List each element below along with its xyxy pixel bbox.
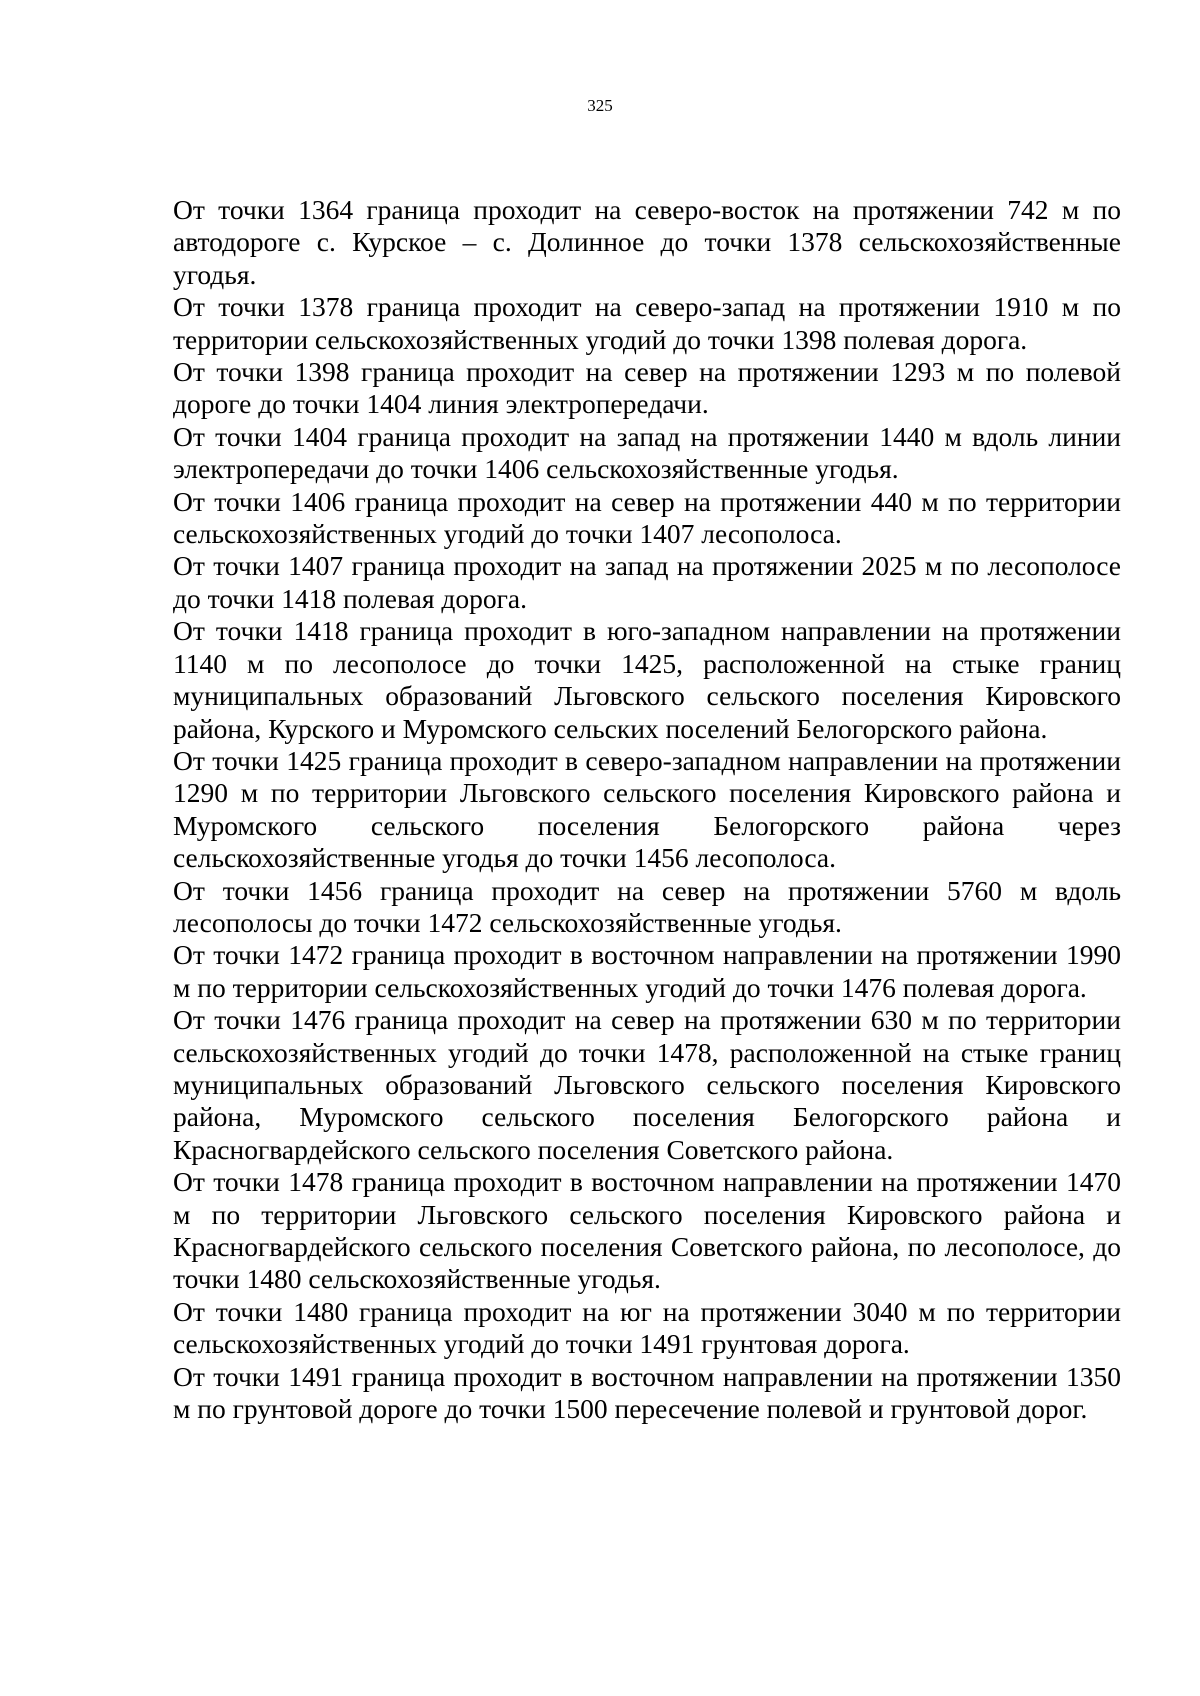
paragraph: От точки 1407 граница проходит на запад на протяжении 2025 м по лесополосе до точки 1418 полевая дорога. xyxy=(173,550,1121,614)
paragraph: От точки 1425 граница проходит в северо-западном направлении на протяжении 1290 м по территории Льговского сельского поселения Кировского района и Муромского сельского поселения Белогорского района через сельскохозяйственные угодья до точки 1456 лесополоса. xyxy=(173,744,1121,874)
paragraph: От точки 1472 граница проходит в восточном направлении на протяжении 1990 м по территории сельскохозяйственных угодий до точки 1476 полевая дорога. xyxy=(173,939,1121,1003)
paragraph: От точки 1398 граница проходит на север на протяжении 1293 м по полевой дороге до точки 1404 линия электропередачи. xyxy=(173,356,1121,420)
document-body xyxy=(173,194,1121,1425)
paragraph: От точки 1406 граница проходит на север на протяжении 440 м по территории сельскохозяйственных угодий до точки 1407 лесополоса. xyxy=(173,485,1121,550)
paragraph: От точки 1491 граница проходит в восточном направлении на протяжении 1350 м по грунтовой дороге до точки 1500 пересечение полевой и грунтовой дорог. xyxy=(173,1360,1121,1425)
page-number: 325 xyxy=(587,96,613,115)
paragraph: От точки 1404 граница проходит на запад на протяжении 1440 м вдоль линии электропередачи до точки 1406 сельскохозяйственные угодья. xyxy=(173,420,1121,485)
paragraph: От точки 1476 граница проходит на север на протяжении 630 м по территории сельскохозяйственных угодий до точки 1478, расположенной на стыке границ муниципальных образований Льговского сельского поселения Кировского района, Муромского сельского поселения Белогорского района и Красногвардейского сельского поселения Советского района. xyxy=(173,1004,1121,1165)
paragraph: От точки 1478 граница проходит в восточном направлении на протяжении 1470 м по территории Льговского сельского поселения Кировского района и Красногвардейского сельского поселения Советского района, по лесополосе, до точки 1480 сельскохозяйственные угодья. xyxy=(173,1166,1121,1295)
paragraph: От точки 1364 граница проходит на северо-восток на протяжении 742 м по автодороге с. Курское – с. Долинное до точки 1378 сельскохозяйственные угодья. xyxy=(173,194,1121,290)
paragraph: От точки 1378 граница проходит на северо-запад на протяжении 1910 м по территории сельскохозяйственных угодий до точки 1398 полевая дорога. xyxy=(173,291,1121,355)
paragraph: От точки 1418 граница проходит в юго-западном направлении на протяжении 1140 м по лесополосе до точки 1425, расположенной на стыке границ муниципальных образований Льговского сельского поселения Кировского района, Курского и Муромского сельских поселений Белогорского района. xyxy=(173,615,1121,744)
paragraph: От точки 1480 граница проходит на юг на протяжении 3040 м по территории сельскохозяйственных угодий до точки 1491 грунтовая дорога. xyxy=(173,1295,1121,1360)
paragraph: От точки 1456 граница проходит на север на протяжении 5760 м вдоль лесополосы до точки 1472 сельскохозяйственные угодья. xyxy=(173,874,1121,938)
